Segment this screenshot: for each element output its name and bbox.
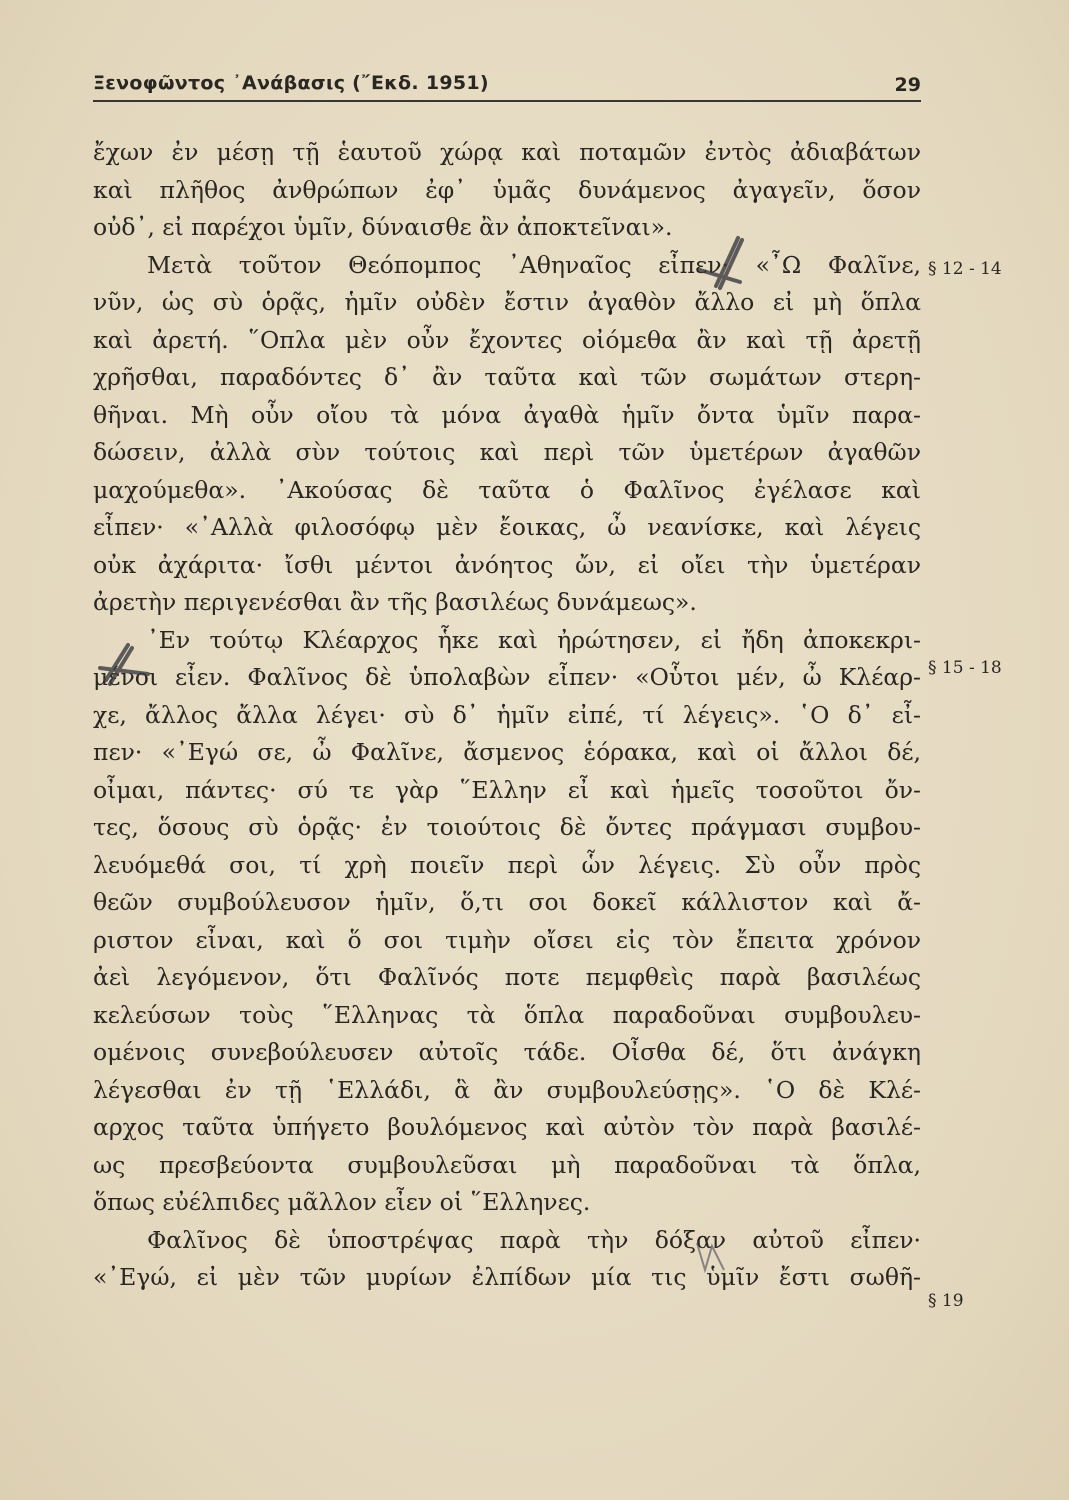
text-line: πεν· «᾿Εγώ σε, ὦ Φαλῖνε, ἄσμενος ἑόρακα, καὶ οἱ ἄλλοι δέ,	[93, 738, 921, 766]
text-line: ἔχων ἐν μέσῃ τῇ ἑαυτοῦ χώρᾳ καὶ ποταμῶν ἐντὸς ἀδιαβάτων	[93, 138, 921, 166]
text-line: «᾿Εγώ, εἰ μὲν τῶν μυρίων ἐλπίδων μία τις ὑμῖν ἔστι σωθῆ-	[93, 1263, 921, 1291]
text-line: χρῆσθαι, παραδόντες δ᾿ ἂν ταῦτα καὶ τῶν σωμάτων στερη-	[93, 363, 921, 391]
text-line: μαχούμεθα». ᾿Ακούσας δὲ ταῦτα ὁ Φαλῖνος ἐγέλασε καὶ	[93, 475, 921, 504]
text-line: θῆναι. Μὴ οὖν οἴου τὰ μόνα ἀγαθὰ ἡμῖν ὄντα ὑμῖν παρα-	[93, 400, 921, 429]
text-line: ως πρεσβεύοντα συμβουλεῦσαι μὴ παραδοῦναι τὰ ὅπλα,	[93, 1150, 921, 1179]
page-number: 29	[894, 74, 921, 96]
text-line: οἶμαι, πάντες· σύ τε γὰρ ῞Ελλην εἶ καὶ ἡμεῖς τοσοῦτοι ὄν-	[93, 775, 921, 804]
text-line: οὐδ᾿, εἰ παρέχοι ὑμῖν, δύναισθε ἂν ἀποκτεῖναι».	[93, 213, 673, 241]
text-line: μένοι εἶεν. Φαλῖνος δὲ ὑπολαβὼν εἶπεν· «Οὗτοι μέν, ὦ Κλέαρ-	[93, 663, 921, 691]
text-line: οὐκ ἀχάριτα· ἴσθι μέντοι ἀνόητος ὤν, εἰ οἴει τὴν ὑμετέραν	[93, 550, 921, 579]
text-line: νῦν, ὡς σὺ ὁρᾷς, ἡμῖν οὐδὲν ἔστιν ἀγαθὸν ἄλλο εἰ μὴ ὅπλα	[93, 288, 921, 316]
text-line: καὶ πλῆθος ἀνθρώπων ἐφ᾿ ὑμᾶς δυνάμενος ἀγαγεῖν, ὅσον	[93, 175, 921, 204]
text-line: ὅπως εὐέλπιδες μᾶλλον εἶεν οἱ ῞Ελληνες.	[93, 1188, 591, 1216]
text-line: ᾿Εν τούτῳ Κλέαρχος ἧκε καὶ ἠρώτησεν, εἰ ἤδη ἀποκεκρι-	[147, 625, 921, 654]
text-line: λέγεσθαι ἐν τῇ ῾Ελλάδι, ἃ ἂν συμβουλεύσῃς». ῾Ο δὲ Κλέ-	[93, 1075, 921, 1104]
text-line: ἀεὶ λεγόμενον, ὅτι Φαλῖνός ποτε πεμφθεὶς παρὰ βασιλέως	[93, 963, 921, 991]
running-header	[93, 70, 921, 102]
text-line: κελεύσων τοὺς ῞Ελληνας τὰ ὅπλα παραδοῦναι συμβουλευ-	[93, 1000, 921, 1029]
text-line: εἶπεν· «᾿Αλλὰ φιλοσόφῳ μὲν ἔοικας, ὦ νεανίσκε, καὶ λέγεις	[93, 513, 921, 541]
margin-section-ref: § 12 - 14	[928, 259, 1002, 279]
margin-section-ref: § 15 - 18	[928, 658, 1002, 678]
text-line: ομένοις συνεβούλευσεν αὐτοῖς τάδε. Οἶσθα δέ, ὅτι ἀνάγκη	[93, 1038, 921, 1066]
text-line: καὶ ἀρετή. ῞Οπλα μὲν οὖν ἔχοντες οἰόμεθα ἂν καὶ τῇ ἀρετῇ	[93, 325, 921, 354]
text-line: θεῶν συμβούλευσον ἡμῖν, ὅ,τι σοι δοκεῖ κάλλιστον καὶ ἄ-	[93, 888, 921, 916]
text-line: Φαλῖνος δὲ ὑποστρέψας παρὰ τὴν δόξαν αὐτοῦ εἶπεν·	[147, 1225, 921, 1254]
text-line: ριστον εἶναι, καὶ ὅ σοι τιμὴν οἴσει εἰς τὸν ἔπειτα χρόνον	[93, 925, 921, 954]
text-line: δώσειν, ἀλλὰ σὺν τούτοις καὶ περὶ τῶν ὑμετέρων ἀγαθῶν	[93, 438, 921, 466]
header-title: Ξενοφῶντος ᾿Ανάβασις (῎Εκδ. 1951)	[93, 72, 489, 94]
margin-section-ref: § 19	[928, 1291, 964, 1311]
text-line: αρχος ταῦτα ὑπήγετο βουλόμενος καὶ αὐτὸν τὸν παρὰ βασιλέ-	[93, 1113, 921, 1141]
text-line: Μετὰ τοῦτον Θεόπομπος ᾿Αθηναῖος εἶπεν· «῏Ω Φαλῖνε,	[147, 250, 921, 279]
text-line: τες, ὅσους σὺ ὁρᾷς· ἐν τοιούτοις δὲ ὄντες πράγμασι συμβου-	[93, 813, 921, 841]
text-line: ἀρετὴν περιγενέσθαι ἂν τῆς βασιλέως δυνάμεως».	[93, 588, 697, 616]
text-line: χε, ἄλλος ἄλλα λέγει· σὺ δ᾿ ἡμῖν εἰπέ, τί λέγεις». ῾Ο δ᾿ εἶ-	[93, 700, 921, 729]
text-line: λευόμεθά σοι, τί χρὴ ποιεῖν περὶ ὧν λέγεις. Σὺ οὖν πρὸς	[93, 850, 921, 879]
body-text	[93, 134, 921, 1297]
